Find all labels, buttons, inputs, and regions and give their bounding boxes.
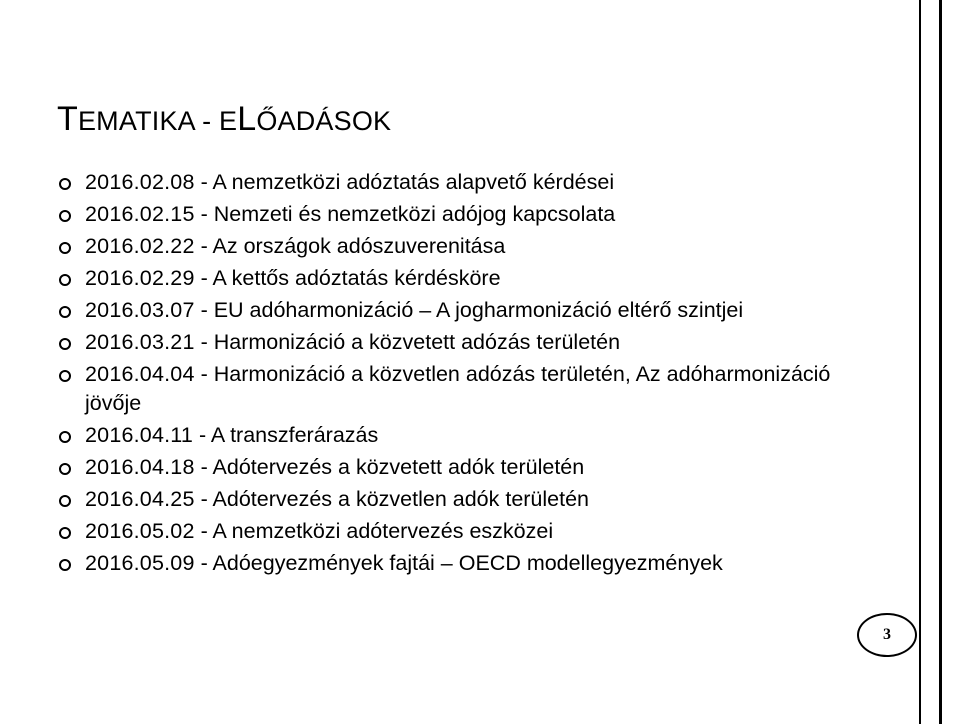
title-part-2: ŐADÁSOK (256, 106, 392, 136)
list-item (57, 421, 837, 450)
page-number-text: 3 (883, 626, 891, 643)
lecture-topic: - A kettős adóztatás kérdésköre (194, 266, 501, 290)
lecture-topic: - Az országok adószuverenitása (194, 234, 506, 258)
lecture-topic: - Harmonizáció a közvetlen adózás területén, Az adóharmonizáció jövője (85, 362, 831, 415)
list-item (57, 264, 837, 293)
lecture-list (57, 168, 837, 581)
lecture-date: 2016.04.25 (85, 487, 195, 511)
right-border-line (919, 0, 921, 724)
circle-bullet-icon (59, 306, 71, 318)
lecture-topic: - EU adóharmonizáció – A jogharmonizáció eltérő szintjei (194, 298, 744, 322)
circle-bullet-icon (59, 242, 71, 254)
list-item (57, 549, 837, 578)
list-item (57, 200, 837, 229)
circle-bullet-icon (59, 370, 71, 382)
slide-title (57, 100, 391, 139)
list-item (57, 517, 837, 546)
lecture-topic: - Adóegyezmények fajtái – OECD modellegyezmények (194, 551, 723, 575)
lecture-date: 2016.04.04 (85, 362, 195, 386)
title-initial-2: L (237, 100, 257, 138)
lecture-topic: - A nemzetközi adóztatás alapvető kérdései (194, 170, 615, 194)
lecture-date: 2016.02.22 (85, 234, 195, 258)
circle-bullet-icon (59, 178, 71, 190)
list-item (57, 168, 837, 197)
lecture-date: 2016.04.11 (85, 423, 194, 447)
lecture-date: 2016.02.29 (85, 266, 195, 290)
lecture-date: 2016.03.21 (85, 330, 195, 354)
lecture-date: 2016.05.09 (85, 551, 195, 575)
right-border-line-outer (939, 0, 942, 724)
circle-bullet-icon (59, 210, 71, 222)
circle-bullet-icon (59, 495, 71, 507)
list-item (57, 485, 837, 514)
lecture-date: 2016.04.18 (85, 455, 195, 479)
lecture-date: 2016.05.02 (85, 519, 195, 543)
lecture-topic: - Adótervezés a közvetett adók területén (194, 455, 585, 479)
lecture-date: 2016.02.08 (85, 170, 195, 194)
lecture-topic: - A nemzetközi adótervezés eszközei (194, 519, 554, 543)
page-number (857, 613, 917, 657)
list-item (57, 328, 837, 357)
list-item (57, 232, 837, 261)
lecture-date: 2016.02.15 (85, 202, 195, 226)
title-part: EMATIKA - E (77, 106, 238, 136)
title-initial: T (57, 100, 78, 138)
circle-bullet-icon (59, 463, 71, 475)
circle-bullet-icon (59, 559, 71, 571)
lecture-date: 2016.03.07 (85, 298, 195, 322)
list-item (57, 296, 837, 325)
lecture-topic: - Harmonizáció a közvetett adózás területén (194, 330, 621, 354)
circle-bullet-icon (59, 274, 71, 286)
circle-bullet-icon (59, 527, 71, 539)
lecture-topic: - Nemzeti és nemzetközi adójog kapcsolata (194, 202, 616, 226)
lecture-topic: - Adótervezés a közvetlen adók területén (194, 487, 590, 511)
list-item (57, 360, 837, 418)
list-item (57, 453, 837, 482)
lecture-topic: - A transzferárazás (193, 423, 379, 447)
circle-bullet-icon (59, 431, 71, 443)
circle-bullet-icon (59, 338, 71, 350)
